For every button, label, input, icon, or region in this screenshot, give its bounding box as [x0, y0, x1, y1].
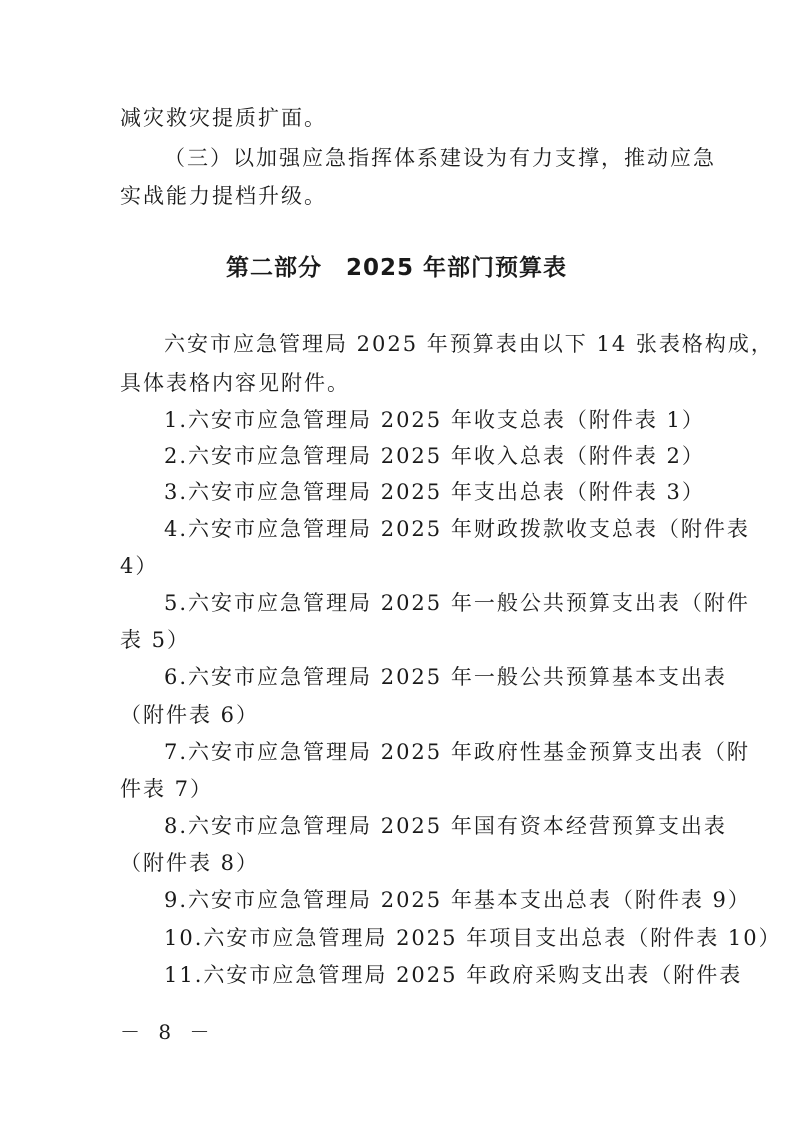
list-item-continuation: （附件表 6） [120, 703, 260, 727]
list-item-continuation: 件表 7） [120, 777, 214, 801]
list-item: 2.六安市应急管理局 2025 年收入总表（附件表 2） [164, 444, 705, 468]
list-item: 3.六安市应急管理局 2025 年支出总表（附件表 3） [164, 480, 705, 504]
list-item-continuation: 表 5） [120, 628, 191, 652]
list-item: 1.六安市应急管理局 2025 年收支总表（附件表 1） [164, 408, 705, 432]
summary-text-line: 六安市应急管理局 2025 年预算表由以下 14 张表格构成， [164, 332, 774, 356]
list-item: 8.六安市应急管理局 2025 年国有资本经营预算支出表 [164, 814, 727, 838]
list-item: 11.六安市应急管理局 2025 年政府采购支出表（附件表 [164, 963, 743, 987]
summary-text-line: 具体表格内容见附件。 [120, 371, 350, 395]
page-number: － 8 － [120, 1020, 216, 1044]
intro-text-line: 减灾救灾提质扩面。 [120, 106, 327, 130]
list-item-continuation: 4） [120, 554, 159, 578]
section-title: 第二部分 2025 年部门预算表 [225, 255, 568, 281]
intro-text-line: 实战能力提档升级。 [120, 184, 327, 208]
list-item: 10.六安市应急管理局 2025 年项目支出总表（附件表 10） [164, 926, 782, 950]
intro-text-line: （三）以加强应急指挥体系建设为有力支撑，推动应急 [164, 146, 716, 170]
list-item: 4.六安市应急管理局 2025 年财政拨款收支总表（附件表 [164, 517, 750, 541]
list-item-continuation: （附件表 8） [120, 851, 260, 875]
list-item: 7.六安市应急管理局 2025 年政府性基金预算支出表（附 [164, 740, 750, 764]
list-item: 9.六安市应急管理局 2025 年基本支出总表（附件表 9） [164, 888, 751, 912]
list-item: 5.六安市应急管理局 2025 年一般公共预算支出表（附件 [164, 591, 750, 615]
list-item: 6.六安市应急管理局 2025 年一般公共预算基本支出表 [164, 665, 727, 689]
